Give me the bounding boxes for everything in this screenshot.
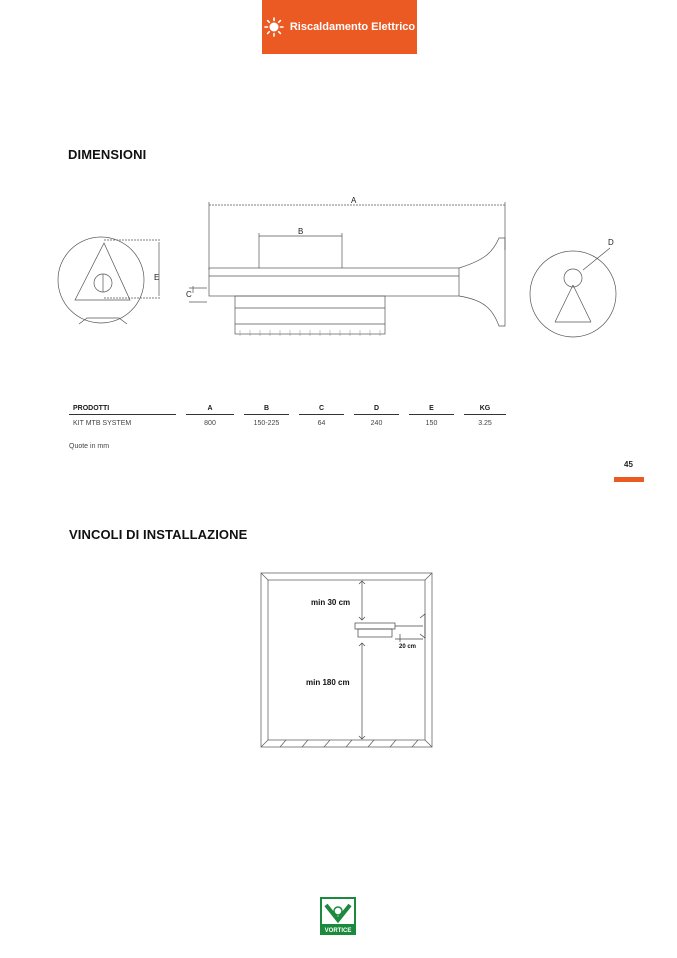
header-prodotti: PRODOTTI xyxy=(69,405,176,415)
min-bottom-label: min 180 cm xyxy=(306,678,350,687)
header-e: E xyxy=(409,405,454,415)
header-d: D xyxy=(354,405,399,415)
installation-title: VINCOLI DI INSTALLAZIONE xyxy=(69,527,248,542)
dimension-b-label: B xyxy=(298,227,304,236)
header-a: A xyxy=(186,405,234,415)
cell-kg: 3.25 xyxy=(478,420,492,427)
dimension-e-label: E xyxy=(154,273,160,282)
dimension-d-label: D xyxy=(608,238,614,247)
dimension-c-label: C xyxy=(186,290,192,299)
logo-brand-text: VORTICE xyxy=(324,928,352,934)
cell-e: 150 xyxy=(425,420,438,427)
side-clearance-label: 20 cm xyxy=(399,644,417,650)
specs-table xyxy=(69,405,506,428)
table-row xyxy=(69,415,506,429)
cell-a: 800 xyxy=(204,420,216,427)
specs-header-row xyxy=(69,405,506,415)
dimension-drawing xyxy=(55,190,635,350)
cell-prodotti: KIT MTB SYSTEM xyxy=(73,420,132,427)
cell-b: 150-225 xyxy=(253,420,280,427)
header-c: C xyxy=(299,405,344,415)
header-kg: KG xyxy=(464,405,506,415)
cell-c: 64 xyxy=(317,420,326,427)
vortice-logo xyxy=(319,896,357,936)
dimension-a-label: A xyxy=(351,196,357,205)
installation-drawing xyxy=(260,572,433,748)
page-accent-bar xyxy=(614,477,644,482)
header-b: B xyxy=(244,405,289,415)
cell-d: 240 xyxy=(370,420,383,427)
min-top-label: min 30 cm xyxy=(311,598,351,607)
category-label: Riscaldamento Elettrico xyxy=(289,21,416,33)
category-header-tab xyxy=(262,0,417,54)
dimensions-title: DIMENSIONI xyxy=(68,147,147,162)
units-note: Quote in mm xyxy=(69,443,110,450)
sun-icon xyxy=(264,17,284,37)
page-number: 45 xyxy=(624,460,633,469)
